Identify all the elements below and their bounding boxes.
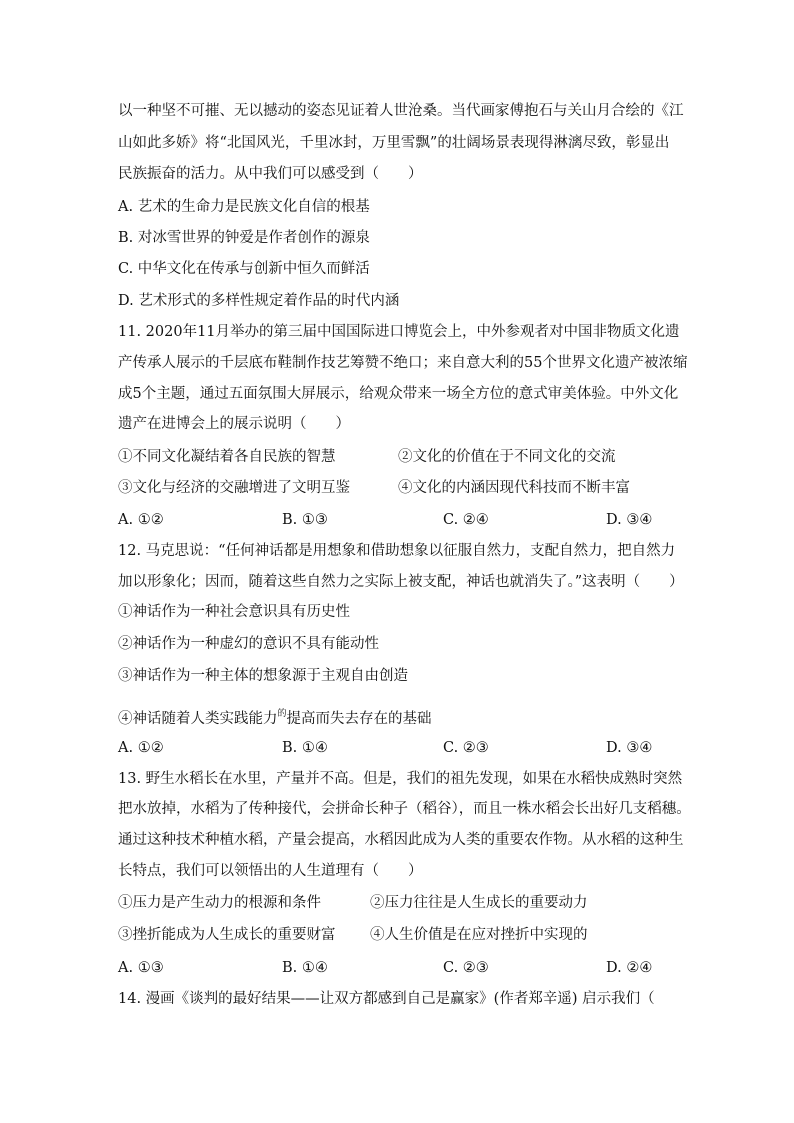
q12-statement-3: ③神话作为一种主体的想象源于主观自由创造	[118, 668, 408, 684]
q14-line-1: 14. 漫画《谈判的最好结果——让双方都感到自己是赢家》(作者郑辛遥) 启示我们（	[118, 991, 655, 1007]
q13-choice-c: C. ②③	[443, 960, 489, 976]
q13-statement-3: ③挫折能成为人生成长的重要财富	[118, 927, 336, 943]
q10-option-c: C. 中华文化在传承与创新中恒久而鲜活	[118, 261, 370, 277]
q12-choice-c: C. ②③	[443, 740, 489, 756]
q12-line-2: 加以形象化；因而，随着这些自然力之实际上被支配，神话也就消失了。”这表明（ ）	[118, 574, 684, 590]
q13-statement-2: ②压力往往是人生成长的重要动力	[370, 895, 588, 911]
q13-line-1: 13. 野生水稻长在水里，产量并不高。但是，我们的祖先发现，如果在水稻快成熟时突然	[118, 771, 683, 787]
q13-choice-b: B. ①④	[282, 960, 328, 976]
q11-choice-c: C. ②④	[443, 512, 489, 528]
q10-option-a: A. 艺术的生命力是民族文化自信的根基	[118, 199, 370, 215]
q12-statement-4-part-2: 提高而失去存在的基础	[286, 711, 432, 727]
q12-statement-2: ②神话作为一种虚幻的意识不具有能动性	[118, 636, 379, 652]
q13-line-4: 长特点，我们可以领悟出的人生道理有（ ）	[118, 863, 423, 879]
q12-statement-4-part-1: ④神话随着人类实践能力	[118, 711, 278, 727]
q13-line-3: 通过这种技术种植水稻，产量会提高，水稻因此成为人类的重要农作物。从水稻的这种生	[118, 832, 684, 848]
q11-line-1: 11. 2020年11月举办的第三届中国国际进口博览会上，中外参观者对中国非物质文化遗	[118, 324, 680, 340]
q10-line-3: 民族振奋的活力。从中我们可以感受到（ ）	[118, 166, 423, 182]
q12-choice-b: B. ①④	[282, 740, 328, 756]
q11-line-2: 产传承人展示的千层底布鞋制作技艺筹赞不绝口；来自意大利的55个世界文化遗产被浓缩	[118, 355, 688, 371]
q12-superscript-mark: 的	[277, 709, 287, 719]
q10-line-1: 以一种坚不可摧、无以撼动的姿态见证着人世沧桑。当代画家傅抱石与关山月合绘的《江	[118, 103, 684, 119]
q13-choice-d: D. ②④	[606, 960, 653, 976]
q12-statement-4	[118, 704, 432, 729]
q11-statement-4: ④文化的内涵因现代科技而不断丰富	[398, 480, 630, 496]
q13-choice-a: A. ①③	[118, 960, 164, 976]
q11-choice-d: D. ③④	[606, 512, 653, 528]
q11-statement-1: ①不同文化凝结着各自民族的智慧	[118, 449, 336, 465]
q10-line-2: 山如此多娇》将“北国风光，千里冰封，万里雪飘”的壮阔场景表现得淋漓尽致，彰显出	[118, 135, 670, 151]
q11-statement-3: ③文化与经济的交融增进了文明互鉴	[118, 480, 350, 496]
q13-line-2: 把水放掉，水稻为了传种接代，会拼命长种子（稻谷），而且一株水稻会长出好几支稻穗。	[118, 801, 691, 817]
q13-statement-1: ①压力是产生动力的根源和条件	[118, 895, 321, 911]
q12-line-1: 12. 马克思说：“任何神话都是用想象和借助想象以征服自然力，支配自然力，把自然力	[118, 543, 676, 559]
q11-statement-2: ②文化的价值在于不同文化的交流	[398, 449, 616, 465]
q11-line-3: 成5个主题，通过五面氛围大屏展示，给观众带来一场全方位的意式审美体验。中外文化	[118, 386, 679, 402]
q13-statement-4: ④人生价值是在应对挫折中实现的	[370, 927, 588, 943]
q11-line-4: 遗产在进博会上的展示说明（ ）	[118, 416, 350, 432]
q10-option-b: B. 对冰雪世界的钟爱是作者创作的源泉	[118, 230, 370, 246]
q10-option-d: D. 艺术形式的多样性规定着作品的时代内涵	[118, 293, 400, 309]
q12-choice-a: A. ①②	[118, 740, 164, 756]
q12-choice-d: D. ③④	[606, 740, 653, 756]
q12-statement-1: ①神话作为一种社会意识具有历史性	[118, 604, 350, 620]
q11-choice-b: B. ①③	[282, 512, 328, 528]
q11-choice-a: A. ①②	[118, 512, 164, 528]
